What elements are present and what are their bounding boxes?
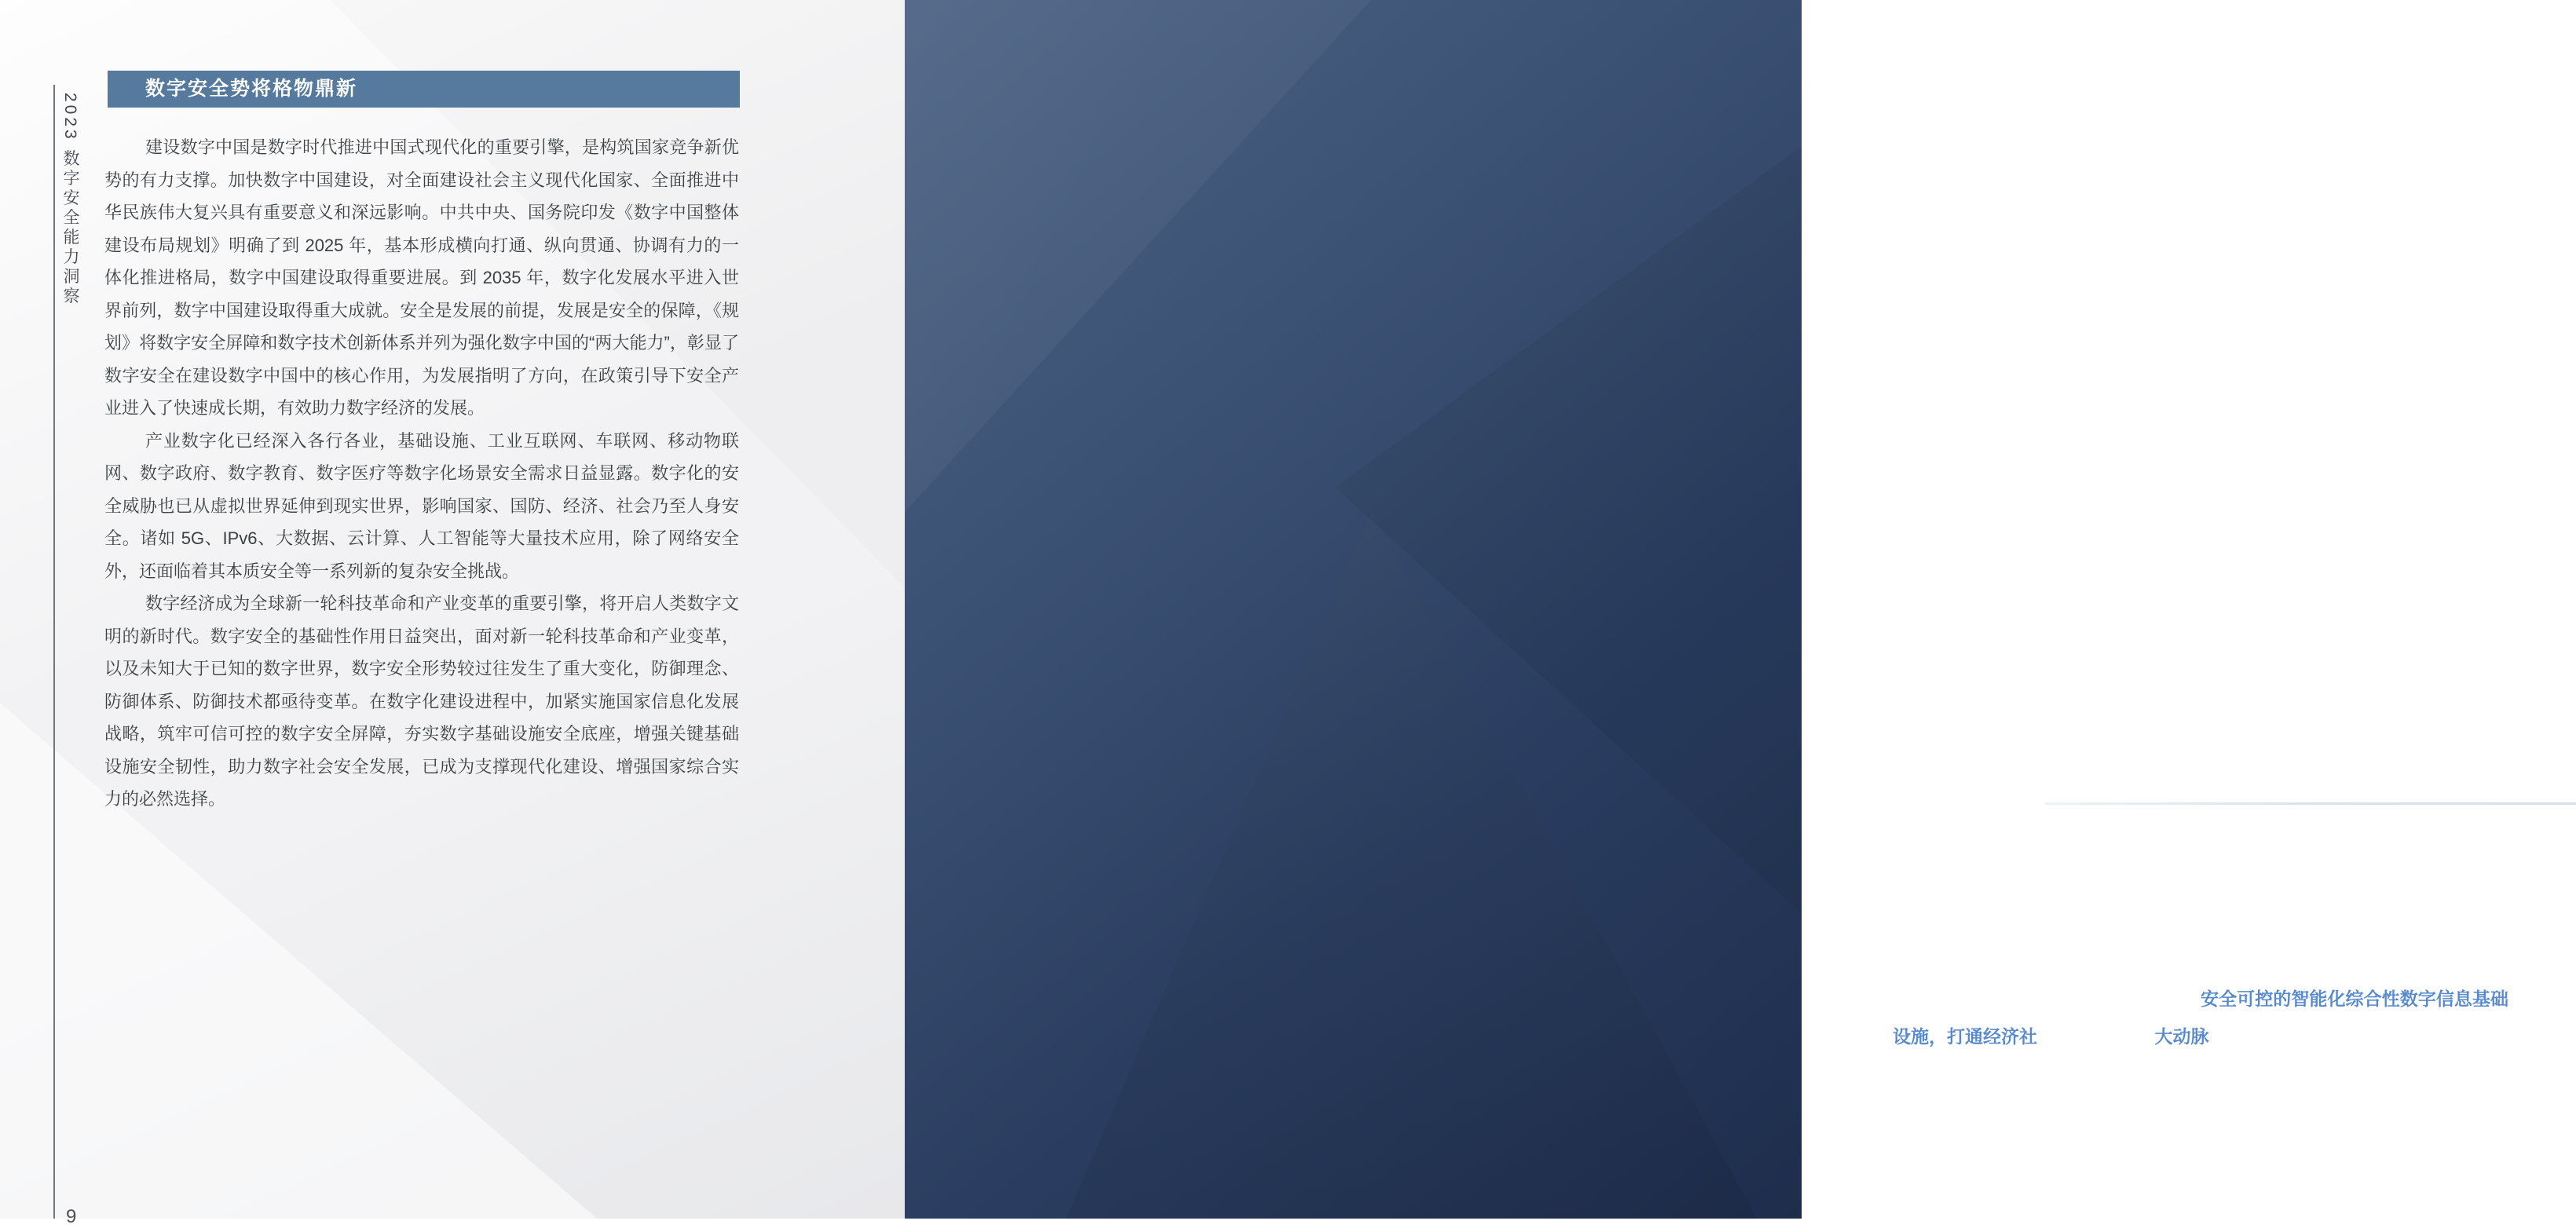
chapter-heading <box>2045 732 2576 805</box>
intro-text-segment: 会发展的信息“ <box>2037 1026 2155 1047</box>
chapter-intro-paragraph <box>1893 829 2508 1055</box>
chapter-title: 积厚成势：数字中国安全基础屏障逐步夯实 <box>2045 761 2552 790</box>
right-page <box>905 0 2552 1219</box>
intro-text-segment: 《规划》指出夯实数字中国建设基础，打通数字基础设施大动脉，即加强数字基础设施建设，包括提升网络通信、云计算、物联网、人工智能等技术的应用水平，建设数字基础设施网络。习近平总书记高度重视信息基础设施的发展，指出要加快新型基础设施建设，加强战略布局，加快建设高速泛在、天地一体、云网融合、智能敏捷、绿色低碳、 <box>1893 838 2508 1009</box>
section-header-bar <box>108 71 740 108</box>
edition-vertical-label: 2023 数字安全能力洞察 <box>61 93 79 307</box>
chapter-label: 第二章 <box>2045 733 2121 758</box>
page-number: 9 <box>66 1206 77 1227</box>
body-paragraph: 产业数字化已经深入各行各业，基础设施、工业互联网、车联网、移动物联网、数字政府、数字教育、数字医疗等数字化场景安全需求日益显露。数字化的安全威胁也已从虚拟世界延伸到现实世界，影响国家、国防、经济、社会乃至人身安全。诸如 5G、IPv6、大数据、云计算、人工智能等大量技术应用，除了网络安全外，还面临着其本质安全等一系列新的复杂安全挑战。 <box>104 430 739 581</box>
left-page <box>0 0 905 1227</box>
intro-text-segment: ”。 <box>2208 1026 2236 1047</box>
chapter-number: 02 <box>1896 699 2027 841</box>
chapter-title-underline <box>2045 802 2576 805</box>
body-paragraph: 建设数字中国是数字时代推进中国式现代化的重要引擎，是构筑国家竞争新优势的有力支撑。加快数字中国建设，对全面建设社会主义现代化国家、全面推进中华民族伟大复兴具有重要意义和深远影响。中共中央、国务院印发《数字中国整体建设布局规划》明确了到 2025 年，基本形成横向打通、纵向贯通、协调有力的一体化推进格局，数字中国建设取得重要进展。到 2035 年，数字化发展水平进入世界前列，数字中国建设取得重大成就。安全是发展的前提，发展是安全的保障，《规划》将数字安全屏障和数字技术创新体系并列为强化数字中国的“两大能力”，彰显了数字安全在建设数字中国中的核心作用，为发展指明了方向，在政策引导下安全产业进入了快速成长期，有效助力数字经济的发展。 <box>104 137 739 418</box>
highlighted-phrase: 安全可控的智能化综合性数字信息基础设施，打通经济社 <box>1893 989 2509 1047</box>
highlighted-phrase: 大动脉 <box>2154 1026 2209 1047</box>
sidebar-rule <box>53 85 55 1219</box>
section-header-title: 数字安全势将格物鼎新 <box>145 78 358 100</box>
body-paragraph: 数字经济成为全球新一轮科技革命和产业变革的重要引擎，将开启人类数字文明的新时代。数字安全的基础性作用日益突出，面对新一轮科技革命和产业变革，以及未知大于已知的数字世界，数字安全形势较过往发生了重大变化，防御理念、防御体系、防御技术都亟待变革。在数字化建设进程中，加紧实施国家信息化发展战略，筑牢可信可控的数字安全屏障，夯实数字基础设施安全底座，增强关键基础设施安全韧性，助力数字社会安全发展，已成为支撑现代化建设、增强国家综合实力的必然选择。 <box>104 594 739 809</box>
body-text-block <box>104 131 739 816</box>
